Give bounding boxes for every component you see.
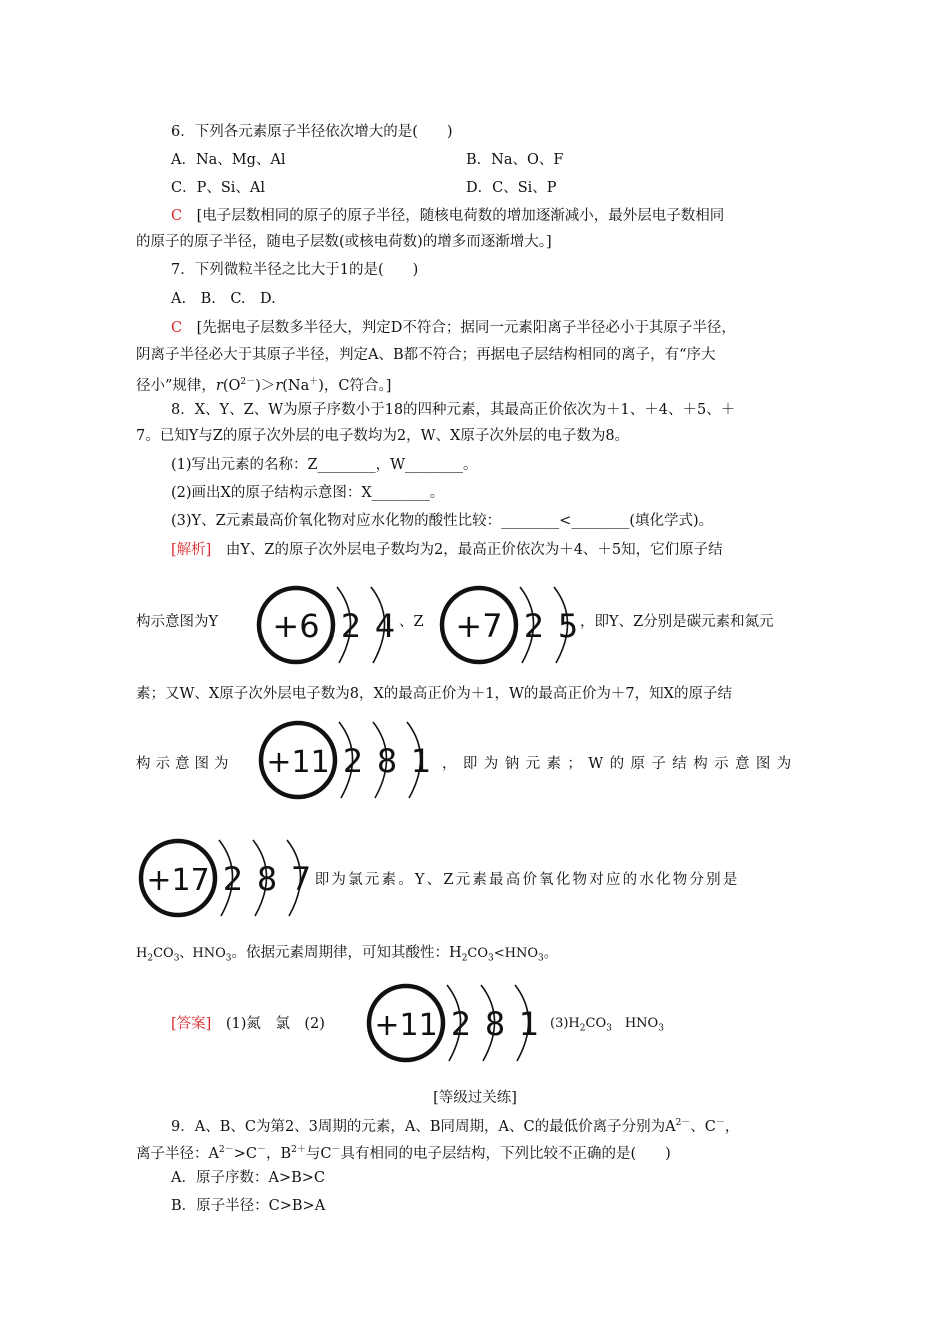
q8-answer-line: [答案] (1)氮 氯 (2) xyxy=(171,1016,325,1032)
q6-explanation-line1: C [电子层数相同的原子的原子半径，随核电荷数的增加逐渐减小，最外层电子数相同 xyxy=(171,208,725,224)
q8-part3: (3)Y、Z元素最高价氧化物对应水化物的酸性比较：________<________(填化学式)。 xyxy=(171,513,714,529)
atom-schematic-svg xyxy=(254,580,415,672)
schematic-x-sodium-answer xyxy=(364,978,559,1070)
analysis-tag: [解析] xyxy=(171,542,212,558)
atom-schematic-svg xyxy=(256,715,451,807)
q8-analysis-line1: [解析] 由Y、Z的原子次外层电子数均为2，最高正价依次为＋4、＋5知，它们原子结 xyxy=(171,542,723,558)
shell-electron-count: 1 xyxy=(410,742,432,780)
schematic-z-nitrogen xyxy=(437,580,598,672)
q8-analysis-line4-post: ，即为钠元素；W的原子结构示意图为 xyxy=(442,756,798,772)
q8-part2: (2)画出X的原子结构示意图：X________。 xyxy=(171,485,445,501)
nucleus-charge-label: +11 xyxy=(266,745,330,780)
q8-answer-part3: $(3)H_2CO_3$ $HNO_3$ xyxy=(550,1016,664,1034)
schematic-w-chlorine xyxy=(136,833,331,925)
atom-schematic-svg xyxy=(364,978,559,1070)
q8-analysis-line3: 素；又W、X原子次外层电子数为8，X的最高正价为＋1，W的最高正价为＋7，知X的原子结 xyxy=(136,686,732,702)
q8-analysis-line2-mid: 、Z xyxy=(399,614,424,630)
atom-schematic-svg xyxy=(437,580,598,672)
shell-electron-count: 4 xyxy=(374,607,396,645)
shell-electron-count: 5 xyxy=(557,607,579,645)
shell-electron-count: 2 xyxy=(450,1005,472,1043)
shell-electron-count: 2 xyxy=(222,860,244,898)
schematic-x-sodium xyxy=(256,715,451,807)
q7-explanation-line1: C [先据电子层数多半径大，判定D不符合；据同一元素阳离子半径必小于其原子半径， xyxy=(171,320,736,336)
q8-stem-line2: 7。已知Y与Z的原子次外层的电子数均为2，W、X原子次外层的电子数为8。 xyxy=(136,428,630,444)
q6-option-b: B．Na、O、F xyxy=(466,152,564,168)
q7-stem: 7．下列微粒半径之比大于1的是( ) xyxy=(171,262,419,278)
q6-stem: 6．下列各元素原子半径依次增大的是( ) xyxy=(171,124,453,140)
q9-stem-line1: 9．A、B、C为第2、3周期的元素，A、B同周期，A、C的最低价离子分别为$A^{2-}$、C－， xyxy=(171,1118,740,1135)
q8-part1: (1)写出元素的名称：Z________，W________。 xyxy=(171,457,478,473)
answer-tag: [答案] xyxy=(171,1016,212,1032)
q7-explanation-line2: 阴离子半径必大于其原子半径，判定A、B都不符合；再据电子层结构相同的离子，有“序大 xyxy=(136,347,716,363)
q7-answer: C xyxy=(171,320,183,336)
shell-electron-count: 8 xyxy=(484,1005,506,1043)
nucleus-charge-label: +17 xyxy=(146,863,210,898)
q6-option-a: A．Na、Mg、Al xyxy=(171,152,286,168)
q8-analysis-line5: ，即为氯元素。Y、Z元素最高价氧化物对应的水化物分别是 xyxy=(298,872,740,888)
q8-analysis-line2-pre: 构示意图为Y xyxy=(136,614,219,630)
q6-explanation-line2: 的原子的原子半径，随电子层数(或核电荷数)的增多而逐渐增大。] xyxy=(136,234,552,250)
schematic-y-carbon xyxy=(254,580,415,672)
q7-explanation-line3: 径小”规律，$r(O^{2-})>r(Na^+)$，C符合。] xyxy=(136,377,392,394)
shell-electron-count: 8 xyxy=(376,742,398,780)
shell-electron-count: 7 xyxy=(290,860,312,898)
shell-electron-count: 2 xyxy=(523,607,545,645)
q8-stem-line1: 8．X、Y、Z、W为原子序数小于18的四种元素，其最高正价依次为＋1、＋4、＋5、＋ xyxy=(171,402,736,418)
q8-analysis-line6: $H_2CO_3$、$HNO_3$。依据元素周期律，可知其酸性：$H_2CO_3<HNO_3$。 xyxy=(136,945,557,964)
atom-schematic-svg xyxy=(136,833,331,925)
nucleus-charge-label: +6 xyxy=(272,607,320,645)
shell-electron-count: 1 xyxy=(518,1005,540,1043)
shell-electron-count: 2 xyxy=(340,607,362,645)
nucleus-charge-label: +11 xyxy=(374,1008,438,1043)
q6-option-d: D．C、Si、P xyxy=(466,180,557,196)
q8-analysis-line4-pre: 构示意图为 xyxy=(136,756,234,772)
q9-option-a: A．原子序数：A>B>C xyxy=(171,1170,325,1186)
q9-stem-line2: 离子半径：$A^{2-}>C^-$，$B^{2+}$与C－具有相同的电子层结构，下列比较不正确的是( ) xyxy=(136,1145,671,1162)
q6-answer: C xyxy=(171,208,183,224)
q6-option-c: C．P、Si、Al xyxy=(171,180,266,196)
nucleus-charge-label: +7 xyxy=(455,607,503,645)
q8-analysis-line2-post: ，即Y、Z分别是碳元素和氮元 xyxy=(580,614,774,630)
shell-electron-count: 8 xyxy=(256,860,278,898)
q9-option-b: B．原子半径：C>B>A xyxy=(171,1198,326,1214)
shell-electron-count: 2 xyxy=(342,742,364,780)
section-title: [等级过关练] xyxy=(433,1090,517,1106)
q7-options: A. B. C. D. xyxy=(171,291,276,307)
